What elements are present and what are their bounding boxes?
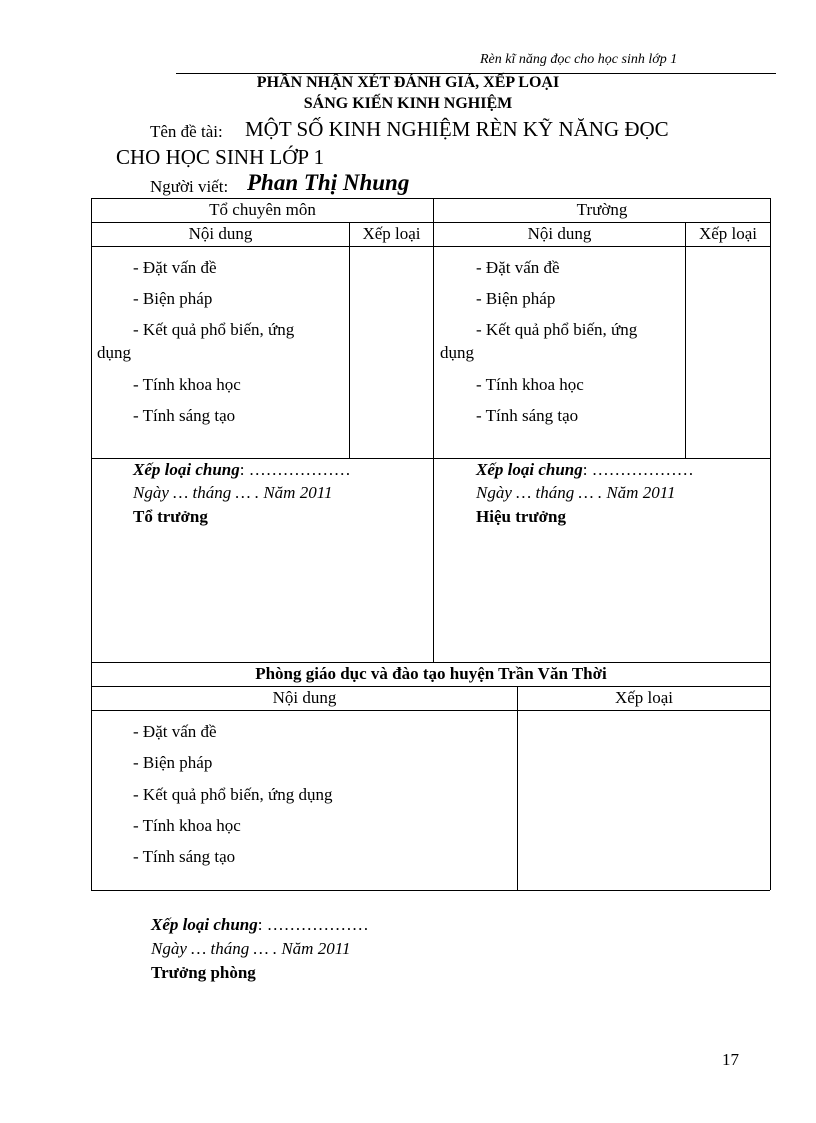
topic-label: Tên đề tài:: [150, 122, 223, 141]
table2-col-xep-loai: Xếp loại: [614, 688, 674, 707]
page-number: 17: [722, 1050, 739, 1069]
table2-criterion-ket-qua: - Kết quả phổ biến, ứng dụng: [133, 785, 333, 804]
col-xep-loai-right: Xếp loại: [698, 224, 758, 243]
topic-title-line1: MỘT SỐ KINH NGHIỆM RÈN KỸ NĂNG ĐỌC: [245, 117, 669, 141]
right-date-line: Ngày … tháng … . Năm 2011: [476, 483, 676, 502]
page-subtitle: SÁNG KIẾN KINH NGHIỆM: [303, 95, 513, 112]
table1-row-divider-2: [91, 246, 770, 247]
left-criterion-tinh-khoa-hoc: - Tính khoa học: [133, 375, 241, 394]
left-criterion-ket-qua: - Kết quả phổ biến, ứng: [133, 320, 295, 339]
table1-left-rank-divider: [349, 222, 350, 458]
table2-criterion-bien-phap: - Biện pháp: [133, 753, 213, 772]
table1-top-border: [91, 198, 770, 199]
left-criterion-tinh-sang-tao: - Tính sáng tạo: [133, 406, 236, 425]
header-to-chuyen-mon: Tổ chuyên môn: [209, 200, 316, 219]
left-date-line: Ngày … tháng … . Năm 2011: [133, 483, 333, 502]
header-truong: Trường: [576, 200, 628, 219]
bottom-date-line: Ngày … tháng … . Năm 2011: [151, 939, 351, 958]
table2-rank-divider: [517, 686, 518, 890]
table-section-divider: [91, 662, 770, 663]
right-criterion-bien-phap: - Biện pháp: [476, 289, 556, 308]
right-xep-loai-chung-label: Xếp loại chung: [476, 460, 583, 479]
writer-label: Người viết:: [150, 177, 229, 196]
table2-bottom-border: [91, 890, 770, 891]
left-xep-loai-chung-dots: : ………………: [239, 460, 351, 479]
signer-truong-phong: Trưởng phòng: [151, 963, 256, 982]
col-noi-dung-left: Nội dung: [188, 224, 253, 243]
table2-criterion-tinh-sang-tao: - Tính sáng tạo: [133, 847, 236, 866]
right-criterion-ket-qua: - Kết quả phổ biến, ứng: [476, 320, 638, 339]
table1-center-divider: [433, 198, 434, 662]
signer-to-truong: Tổ trưởng: [133, 507, 208, 526]
right-criterion-ket-qua-cont: dụng: [440, 343, 474, 362]
right-criterion-tinh-khoa-hoc: - Tính khoa học: [476, 375, 584, 394]
table1-row-divider-3: [91, 458, 770, 459]
right-xep-loai-chung: [476, 460, 694, 480]
col-xep-loai-left: Xếp loại: [362, 224, 421, 243]
table2-header-phong-giao-duc: Phòng giáo dục và đào tạo huyện Trần Văn Thời: [255, 664, 607, 683]
left-xep-loai-chung-label: Xếp loại chung: [133, 460, 240, 479]
writer-name: Phan Thị Nhung: [247, 170, 410, 195]
table2-row-divider-1: [91, 686, 770, 687]
table-right-border: [770, 198, 771, 890]
col-noi-dung-right: Nội dung: [527, 224, 592, 243]
table1-row-divider-1: [91, 222, 770, 223]
right-xep-loai-chung-dots: : ………………: [582, 460, 694, 479]
bottom-xep-loai-chung: [151, 915, 369, 935]
running-header: Rèn kĩ năng đọc cho học sinh lớp 1: [480, 52, 678, 67]
right-criterion-tinh-sang-tao: - Tính sáng tạo: [476, 406, 579, 425]
table2-criterion-dat-van-de: - Đặt vấn đề: [133, 722, 217, 741]
table2-row-divider-2: [91, 710, 770, 711]
right-criterion-dat-van-de: - Đặt vấn đề: [476, 258, 560, 277]
table1-right-rank-divider: [685, 222, 686, 458]
left-criterion-dat-van-de: - Đặt vấn đề: [133, 258, 217, 277]
table-left-border: [91, 198, 92, 890]
bottom-xep-loai-chung-dots: : ………………: [257, 915, 369, 934]
signer-hieu-truong: Hiệu trưởng: [476, 507, 566, 526]
topic-title-line2: CHO HỌC SINH LỚP 1: [116, 145, 325, 169]
left-criterion-bien-phap: - Biện pháp: [133, 289, 213, 308]
bottom-xep-loai-chung-label: Xếp loại chung: [151, 915, 258, 934]
left-xep-loai-chung: [133, 460, 351, 480]
page-title: PHẦN NHẬN XÉT ĐÁNH GIÁ, XẾP LOẠI: [256, 74, 560, 91]
table2-col-noi-dung: Nội dung: [272, 688, 337, 707]
left-criterion-ket-qua-cont: dụng: [97, 343, 131, 362]
table2-criterion-tinh-khoa-hoc: - Tính khoa học: [133, 816, 241, 835]
